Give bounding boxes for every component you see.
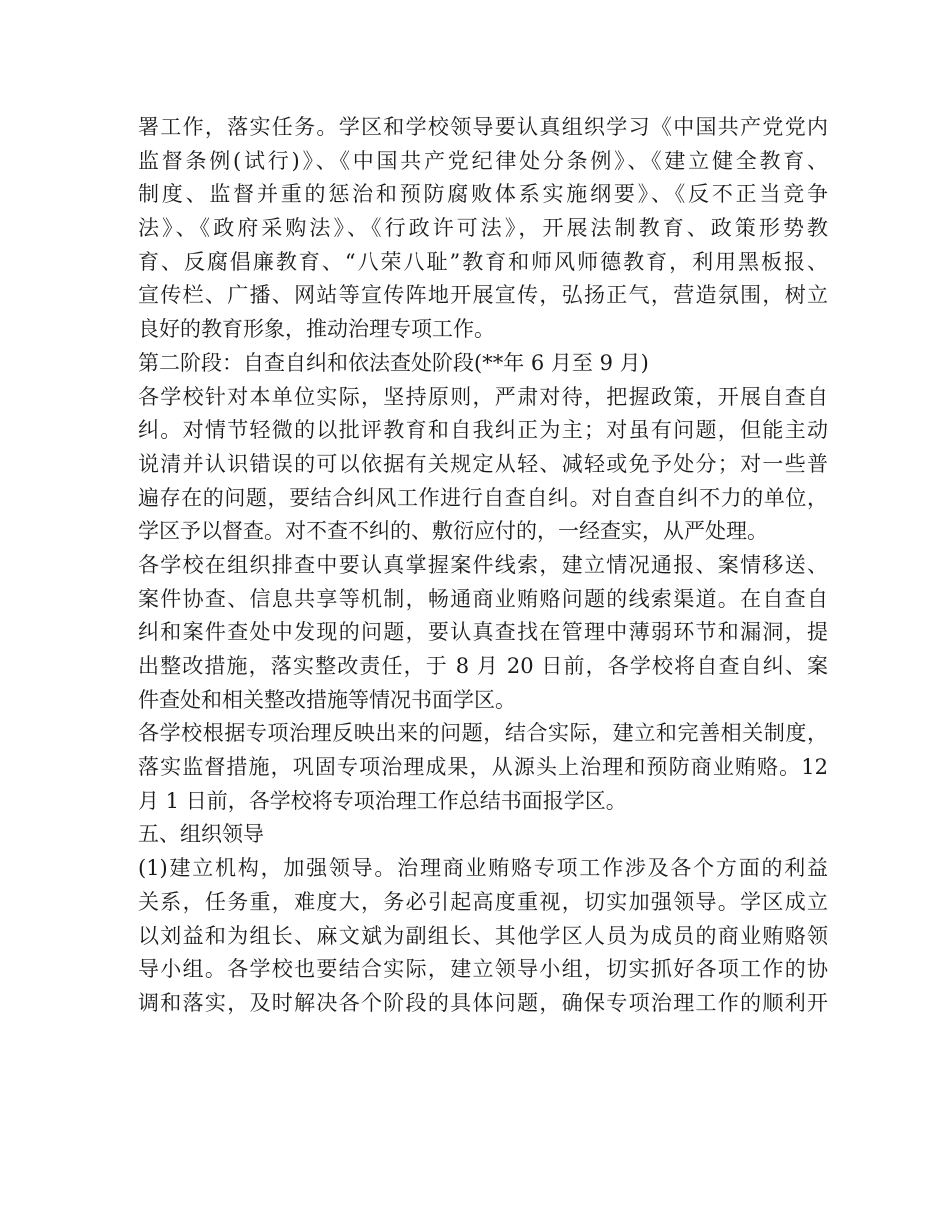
text-line: 件查处和相关整改措施等情况书面学区。	[138, 687, 516, 712]
section-heading: 五、组织领导	[138, 822, 264, 847]
text-line: 说清并认识错误的可以依据有关规定从轻、减轻或免予处分；对一些普	[138, 451, 828, 476]
text-line: 各学校在组织排查中要认真掌握案件线索，建立情况通报、案情移送、	[138, 552, 828, 577]
text-line: 良好的教育形象，推动治理专项工作。	[138, 317, 495, 342]
text-line: 制度、监督并重的惩治和预防腐败体系实施纲要》、《反不正当竞争	[138, 182, 828, 207]
section-heading: 第二阶段：自查自纠和依法查处阶段(**年 6 月至 9 月)	[138, 350, 649, 375]
text-line: 各学校根据专项治理反映出来的问题，结合实际，建立和完善相关制度，	[138, 721, 828, 746]
text-line: 宣传栏、广播、网站等宣传阵地开展宣传，弘扬正气，营造氛围，树立	[138, 283, 828, 308]
text-line: 纠和案件查处中发现的问题，要认真查找在管理中薄弱环节和漏洞，提	[138, 620, 828, 645]
text-line: 各学校针对本单位实际，坚持原则，严肃对待，把握政策，开展自查自	[138, 384, 828, 409]
text-line: 出整改措施，落实整改责任，于 8 月 20 日前，各学校将自查自纠、案	[138, 654, 828, 678]
text-line: (1)建立机构，加强领导。治理商业贿赂专项工作涉及各个方面的利益	[138, 856, 828, 881]
text-line: 导小组。各学校也要结合实际，建立领导小组，切实抓好各项工作的协	[138, 957, 828, 982]
text-line: 案件协查、信息共享等机制，畅通商业贿赂问题的线索渠道。在自查自	[138, 586, 828, 611]
text-line: 遍存在的问题，要结合纠风工作进行自查自纠。对自查自纠不力的单位，	[138, 485, 828, 510]
text-line: 学区予以督查。对不查不纠的、敷衍应付的，一经查实，从严处理。	[138, 519, 768, 544]
text-line: 调和落实，及时解决各个阶段的具体问题，确保专项治理工作的顺利开	[138, 990, 828, 1015]
text-line: 育、反腐倡廉教育、“八荣八耻”教育和师风师德教育，利用黑板报、	[138, 249, 828, 274]
text-line: 监督条例(试行)》、《中国共产党纪律处分条例》、《建立健全教育、	[138, 148, 828, 173]
text-line: 以刘益和为组长、麻文斌为副组长、其他学区人员为成员的商业贿赂领	[138, 923, 828, 948]
document-body	[138, 111, 828, 1021]
text-line: 落实监督措施，巩固专项治理成果，从源头上治理和预防商业贿赂。12	[138, 755, 828, 780]
text-line: 法》、《政府采购法》、《行政许可法》，开展法制教育、政策形势教	[138, 216, 828, 241]
text-line: 关系，任务重，难度大，务必引起高度重视，切实加强领导。学区成立	[138, 889, 828, 914]
text-line: 署工作，落实任务。学区和学校领导要认真组织学习《中国共产党党内	[138, 115, 828, 139]
text-line: 月 1 日前，各学校将专项治理工作总结书面报学区。	[138, 788, 627, 813]
text-line: 纠。对情节轻微的以批评教育和自我纠正为主；对虽有问题，但能主动	[138, 418, 828, 443]
